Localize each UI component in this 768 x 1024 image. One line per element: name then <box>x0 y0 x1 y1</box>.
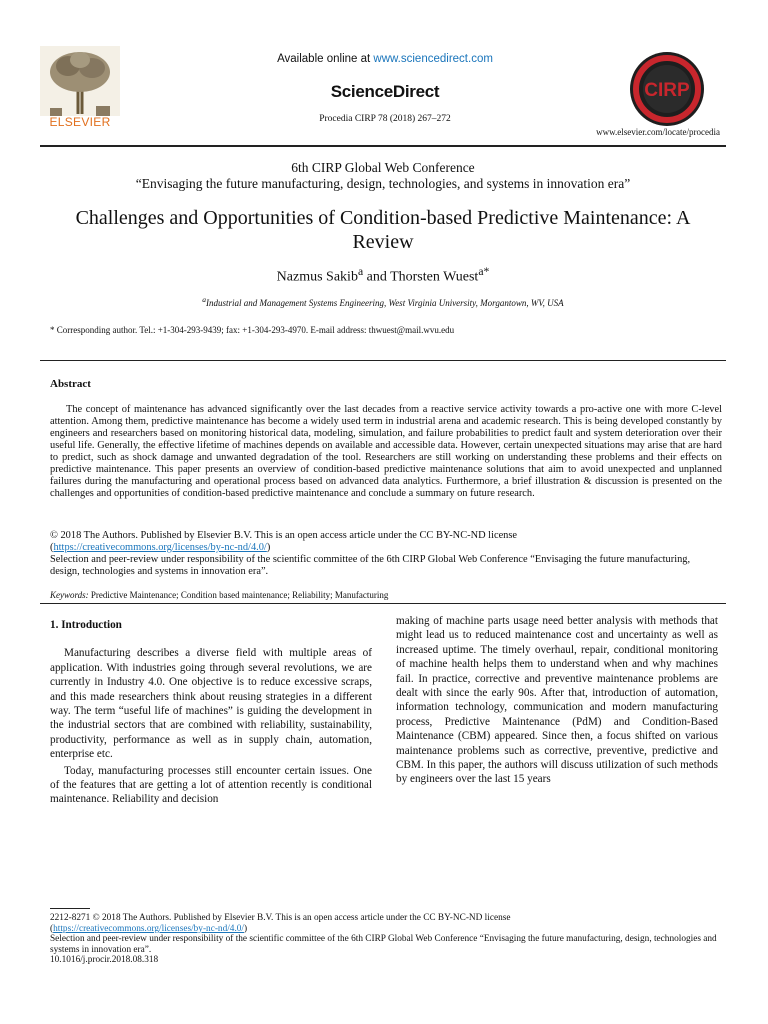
keywords-label: Keywords: <box>50 590 89 600</box>
journal-reference: Procedia CIRP 78 (2018) 267–272 <box>319 114 451 124</box>
abstract-rule <box>40 360 726 361</box>
footer-license-line <box>50 924 730 935</box>
paragraph: Today, manufacturing processes still encounter certain issues. One of the features that are getting a lot of attention recently is conditional maintenance. Reliability and decision <box>50 764 372 806</box>
copyright-text: © 2018 The Authors. Published by Elsevier B.V. This is an open access article under the CC BY-NC-ND license <box>50 530 518 541</box>
footer-license-open: ( <box>50 923 54 934</box>
keywords-rule <box>40 603 726 604</box>
procedia-website: www.elsevier.com/locate/procedia <box>596 127 720 137</box>
license-line <box>50 542 722 554</box>
license-link[interactable]: https://creativecommons.org/licenses/by-nc-nd/4.0/ <box>53 542 267 553</box>
cirp-logo <box>628 50 706 128</box>
footer-rule <box>50 908 90 909</box>
footer-doi: 10.1016/j.procir.2018.08.318 <box>50 955 159 966</box>
author-sakib: Nazmus Sakib <box>276 269 358 285</box>
abstract-body: The concept of maintenance has advanced significantly over the last decades from a reactive service activity towards a pro-active one with more C-level attention. Among them, predictive maintenance has become a widely used term in industrial arena and academic research. This is being developed constantly by engineers and researchers based on monitoring historical data, modeling, simulation, and failure probabilities to predict fault and system deterioration over their useful life. Generally, the effective lifetime of machines depends on available and accessible data. However, certain unexpected situations may arise that are hard to predict, such as shock damage and unwanted degradation of the tool. Researchers are still working on understanding these problems and their effects on predictive maintenance. This paper presents an overview of condition-based predictive maintenance solutions that aim to avoid unexpected and unplanned failures during the manufacturing and operational process based on advanced data analytics. Furthermore, a brief illustration & discussion is presented on the challenges and opportunities of condition-based predictive maintenance and conclude a summary on future research. <box>50 404 722 499</box>
available-online-line <box>180 53 590 65</box>
elsevier-wordmark: ELSEVIER <box>49 115 111 129</box>
body-column-left <box>50 618 372 807</box>
available-online-label: Available online at <box>277 53 374 65</box>
author-line <box>40 265 726 286</box>
license-open: ( <box>50 542 54 553</box>
conference-name: 6th CIRP Global Web Conference <box>291 160 475 175</box>
keywords-list: Predictive Maintenance; Condition based maintenance; Reliability; Manufacturing <box>88 590 389 600</box>
paragraph: Manufacturing describes a diverse field with multiple areas of application. With industries going through several revolutions, we are currently in Industry 4.0. One objective is to reduce excessive scraps, and this made researchers think about reusing strategies in a different way. The term “useful life of machines” is guiding the development in the industrial sectors that are combined with reliability, sustainability, productivity, performance as well as in supply chain, automation, enterprise etc. <box>50 647 372 761</box>
footer-license-link[interactable]: https://creativecommons.org/licenses/by-nc-nd/4.0/ <box>53 923 244 934</box>
affiliation-sup: a <box>202 295 207 304</box>
peer-review-notice: Selection and peer-review under responsibility of the scientific committee of the 6th CIRP Global Web Conference “Envisaging the future manufacturing, design, technologies and systems in innovation era”. <box>50 554 691 577</box>
paragraph: making of machine parts usage need better analysis with methods that might lead us to reduced maintenance cost and uncertainty as well as increased uptime. The timely overhaul, repair, conditional monitoring of machine health helps them to understand when and why machines fail. In practice, corrective and preventive maintenance problems are dealt with since the early 90s. After that, introduction of automation, information technology, communication and modern manufacturing process, Predictive Maintenance (PdM) and Condition-Based Maintenance (CBM) appeared. Since then, a focus shifted on various maintenance problems such as corrective, preventive, predictive and CBM. In this paper, the authors will discuss utilization of such methods by engineers over the last 15 years <box>396 615 718 786</box>
keywords <box>50 590 722 600</box>
paper-title: Challenges and Opportunities of Condition-based Predictive Maintenance: A Review <box>75 207 691 253</box>
author-sakib-sup: a <box>357 265 364 278</box>
copyright-notice <box>50 530 722 554</box>
corresponding-author: * Corresponding author. Tel.: +1-304-293-9439; fax: +1-304-293-4970. E-mail address: thwuest@mail.wvu.edu <box>50 325 455 335</box>
author-wuest: Thorsten Wuest <box>390 269 479 285</box>
body-column-right <box>396 614 718 787</box>
section-heading-introduction: 1. Introduction <box>50 619 122 631</box>
sciencedirect-wordmark: ScienceDirect <box>330 82 440 101</box>
conference-theme: “Envisaging the future manufacturing, design, technologies, and systems in innovation era” <box>135 176 631 191</box>
footer-peer-review: Selection and peer-review under responsibility of the scientific committee of the 6th CIRP Global Web Conference “Envisaging the future manufacturing, design, technologies and systems in innovation era”. <box>50 934 717 955</box>
cirp-logo-text: CIRP <box>644 80 690 101</box>
author-wuest-sup: a* <box>478 265 490 278</box>
author-join: and <box>363 269 391 285</box>
affiliation <box>40 295 726 308</box>
footer-notice <box>50 913 730 966</box>
header-rule <box>40 145 726 147</box>
sciencedirect-link[interactable]: www.sciencedirect.com <box>373 53 493 65</box>
affiliation-text: Industrial and Management Systems Engineering, West Virginia University, Morgantown, WV, USA <box>206 298 564 308</box>
footer-issn-line: 2212-8271 © 2018 The Authors. Published by Elsevier B.V. This is an open access article under the CC BY-NC-ND license <box>50 913 511 923</box>
footer-license-close: ) <box>244 923 248 934</box>
license-close: ) <box>266 542 271 553</box>
abstract-heading: Abstract <box>50 378 91 390</box>
